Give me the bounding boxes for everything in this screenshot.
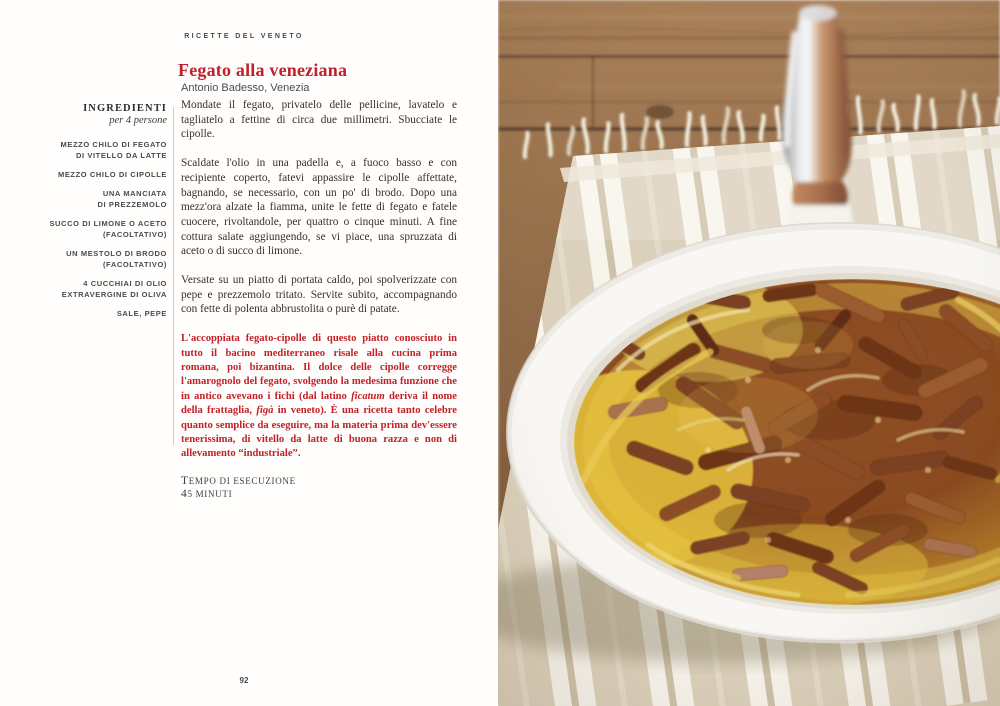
ingredient-line: DI PREZZEMOLO	[97, 200, 167, 209]
recipe-body	[181, 98, 457, 501]
ingredient-line: UNA MANCIATA	[102, 189, 167, 198]
ingredient-line: DI VITELLO DA LATTE	[76, 151, 167, 160]
ingredient-line: EXTRAVERGINE DI OLIVA	[61, 290, 167, 299]
running-head: RICETTE DEL VENETO	[184, 33, 304, 40]
ingredient-line: UN MESTOLO DI BRODO	[66, 249, 167, 258]
ingredient-line: (FACOLTATIVO)	[102, 230, 167, 239]
recipe-photo	[498, 0, 1000, 706]
note-italic: ficatum	[351, 390, 385, 402]
execution-time	[181, 475, 457, 501]
recipe-step: Mondate il fegato, privatelo delle pellicine, lavatelo e tagliatelo a fettine di circa due millimetri. Sbucciate le cipolle.	[181, 99, 457, 141]
note-text: in veneto). È una ricetta tanto celebre quanto semplice da eseguire, ma la materia prima dev'essere tenerissima, di vitello da latte di buona razza e non di allevamento “industriale”.	[181, 405, 457, 460]
ingredient	[28, 308, 167, 319]
ingredient	[28, 188, 167, 210]
ingredient	[28, 139, 167, 161]
ingredients-list	[28, 139, 167, 319]
ingredient-line: MEZZO CHILO DI CIPOLLE	[57, 170, 167, 179]
ingredient	[28, 278, 167, 300]
ingredient	[28, 248, 167, 270]
ingredient-line: MEZZO CHILO DI FEGATO	[60, 140, 167, 149]
ingredient-line: SALE, PEPE	[116, 309, 167, 318]
recipe-title: Fegato alla veneziana	[178, 60, 348, 80]
column-divider	[173, 107, 174, 445]
note-text: deriva il nome della frattaglia,	[181, 390, 457, 417]
page-number: 92	[239, 676, 249, 685]
ingredients-column	[28, 103, 167, 327]
ingredients-label: INGREDIENTI	[83, 103, 167, 114]
photo-vignette	[498, 0, 1000, 706]
ingredient	[28, 218, 167, 240]
servings-label: per 4 persone	[109, 115, 167, 126]
ingredient-line: (FACOLTATIVO)	[102, 260, 167, 269]
ingredient-line: 4 CUCCHIAI DI OLIO	[83, 279, 167, 288]
note-italic: figà	[256, 405, 274, 417]
execution-time-value: 45 MINUTI	[181, 487, 233, 500]
recipe-author: Antonio Badesso, Venezia	[181, 82, 310, 94]
execution-time-label: TEMPO DI ESECUZIONE	[181, 474, 296, 487]
recipe-step: Scaldate l'olio in una padella e, a fuoco basso e con recipiente coperto, fatevi appassire le cipolle affettate, bagnando, se necessario, con un po' di brodo. Dopo una mezz'ora alzate la fiamma, unite le fette di fegato e fatele cuocere, rivoltandole, per quattro o cinque minuti. A fine cottura salate aggiungendo, se vi piace, una spruzzata di aceto o di succo di limone.	[181, 157, 457, 258]
note-text: L'accoppiata fegato-cipolle di questo piatto conosciuto in tutto il bacino mediterraneo risale alla cucina prima romana, poi bizantina. Il dolce delle cipolle corregge l'amarognolo del fegato, svolgendo la medesima funzione che in antico avevano i fichi (dal latino	[181, 333, 457, 402]
recipe-step: Versate su un piatto di portata caldo, poi spolverizzate con pepe e prezzemolo tritato. Servite subito, accompagnando con fette di polenta abbrustolita o purè di patate.	[181, 274, 457, 316]
recipe-note	[181, 332, 457, 462]
ingredient-line: SUCCO DI LIMONE O ACETO	[49, 219, 167, 228]
recipe-page	[0, 0, 498, 706]
ingredient	[28, 169, 167, 180]
